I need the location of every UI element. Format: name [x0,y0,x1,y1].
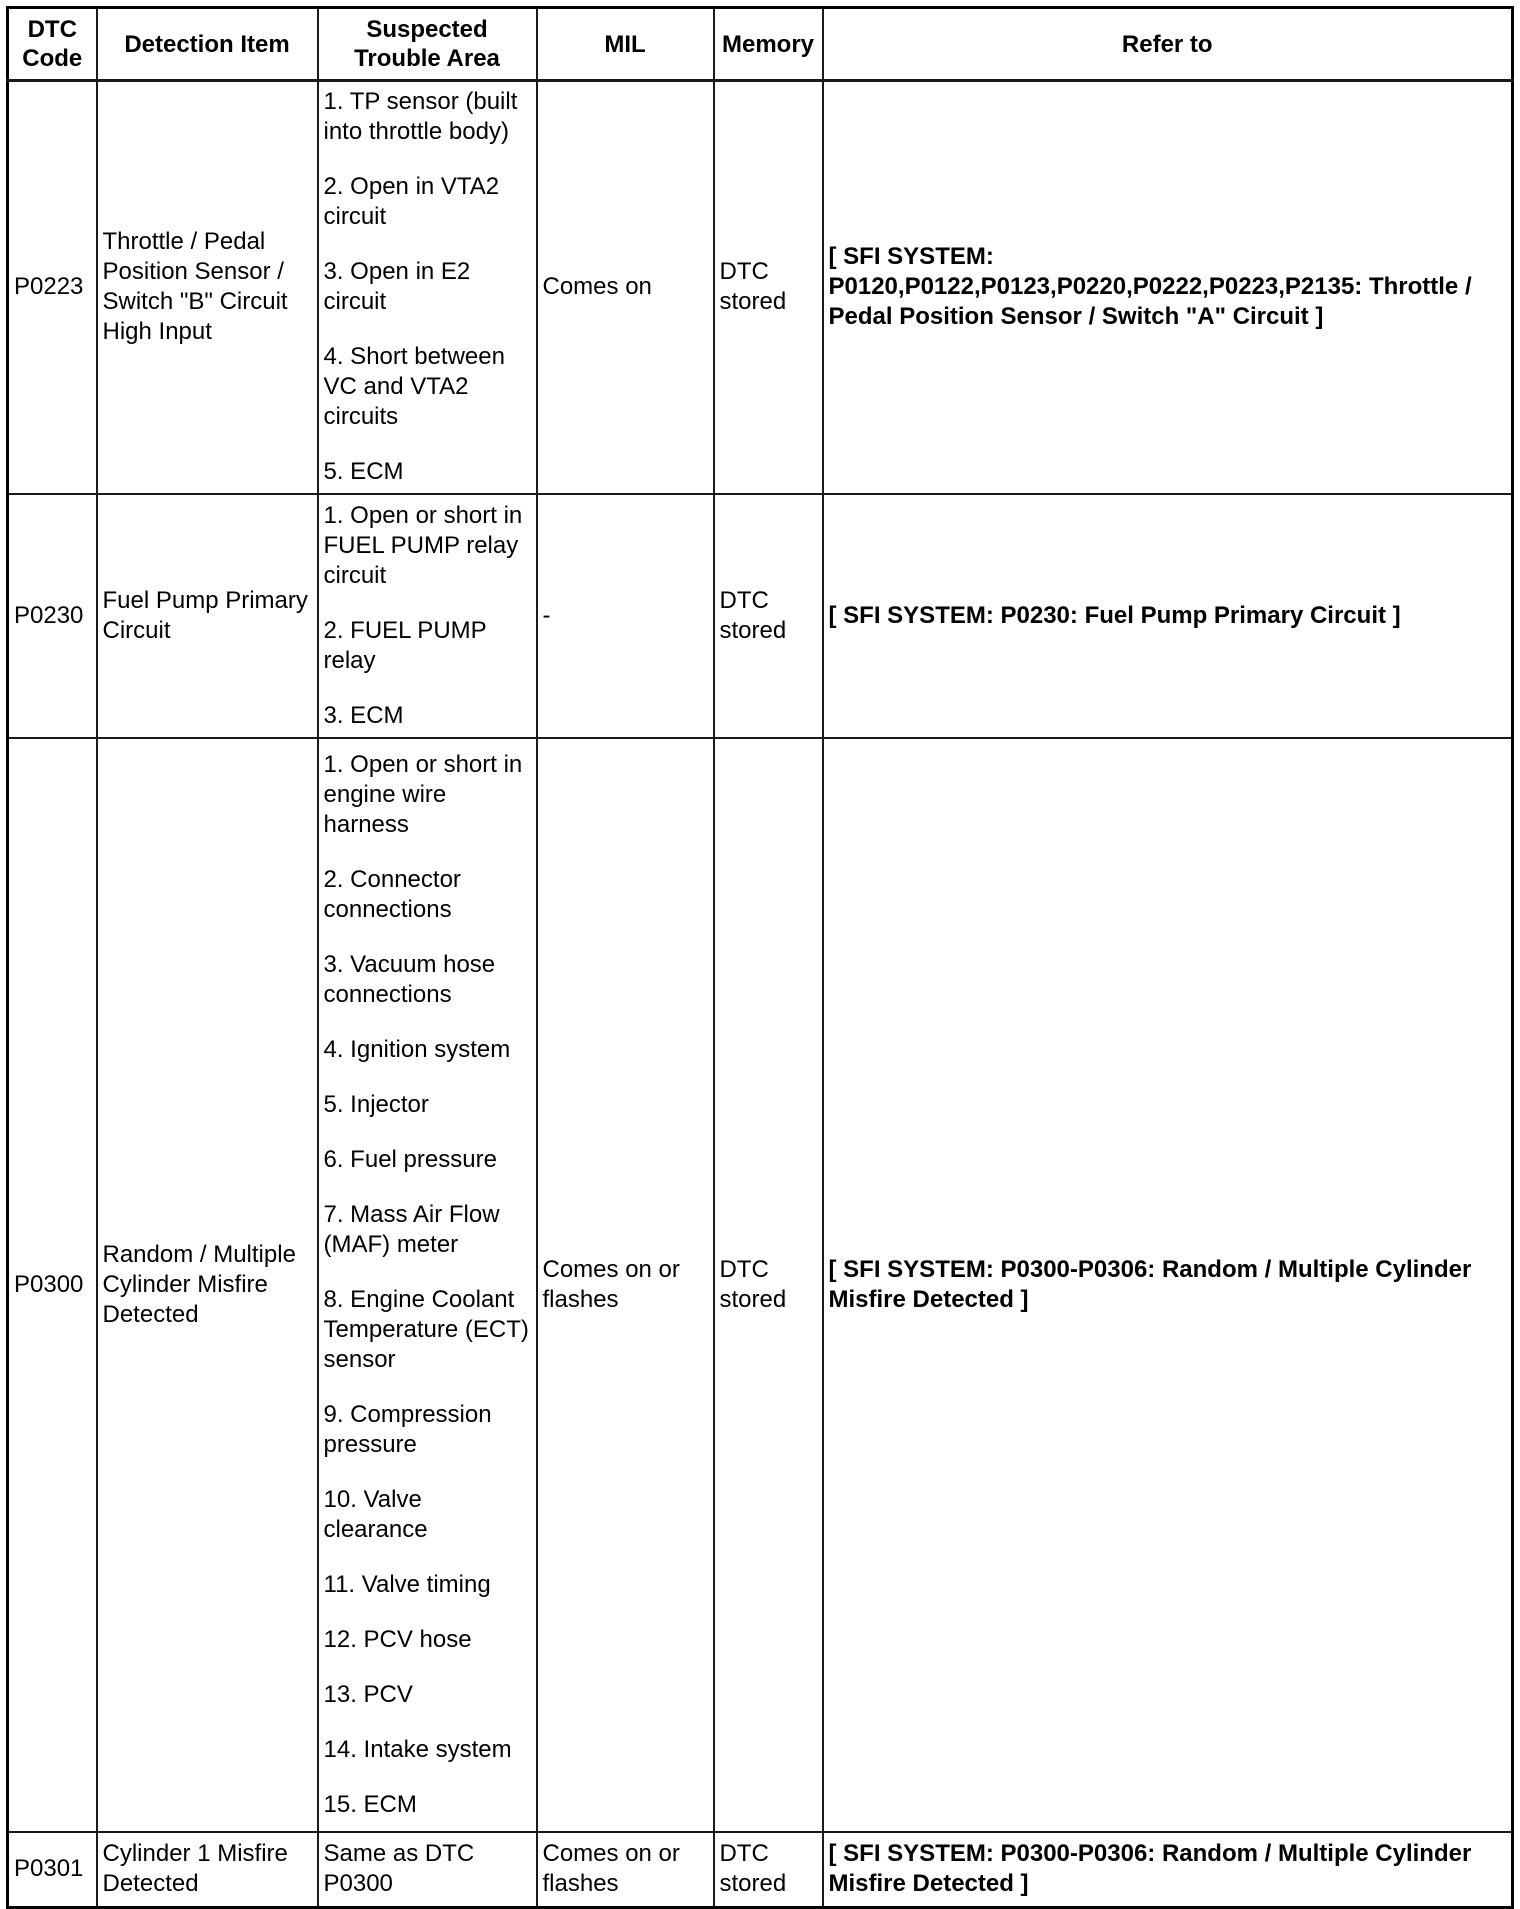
trouble-area-item: 1. TP sensor (built into throttle body) [323,88,518,146]
trouble-area-item: 15. ECM [323,1790,417,1818]
dtc-code-cell: P0230 [8,494,97,738]
trouble-area-item: 3. Vacuum hose connections [323,950,496,1008]
header-row [8,8,1513,81]
trouble-area-item: 2. Open in VTA2 circuit [323,173,500,231]
table-row [8,81,1513,494]
trouble-area-item: 2. Connector connections [323,865,461,923]
memory-cell: DTC stored [714,1832,823,1908]
trouble-area-item: 8. Engine Coolant Temperature (ECT) sensor [323,1285,529,1373]
trouble-area-item: 14. Intake system [323,1735,512,1763]
dtc-code-cell: P0301 [8,1832,97,1908]
trouble-area-item: 5. ECM [323,458,404,486]
trouble-area-item: 2. FUEL PUMP relay [323,616,487,674]
trouble-area-item: Same as DTC P0300 [323,1840,475,1898]
trouble-area-item: 11. Valve timing [323,1570,491,1598]
memory-cell: DTC stored [714,494,823,738]
refer-to-link: [ SFI SYSTEM: P0120,P0122,P0123,P0220,P0222,P0223,P2135: Throttle / Pedal Position Sensor / Switch "A" Circuit ] [823,81,1513,494]
mil-cell: Comes on [537,81,714,494]
table-body [8,81,1513,1908]
memory-cell: DTC stored [714,81,823,494]
detection-item-cell: Random / Multiple Cylinder Misfire Detected [97,738,318,1832]
mil-cell: - [537,494,714,738]
trouble-area-item: 13. PCV [323,1680,413,1708]
refer-to-link: [ SFI SYSTEM: P0300-P0306: Random / Multiple Cylinder Misfire Detected ] [823,738,1513,1832]
dtc-code-cell: P0300 [8,738,97,1832]
mil-cell: Comes on or flashes [537,1832,714,1908]
header-detection-item: Detection Item [97,8,318,81]
trouble-area-item: 4. Ignition system [323,1035,511,1063]
detection-item-cell: Throttle / Pedal Position Sensor / Switch "B" Circuit High Input [97,81,318,494]
header-mil: MIL [537,8,714,81]
refer-to-link: [ SFI SYSTEM: P0230: Fuel Pump Primary Circuit ] [823,494,1513,738]
trouble-area-item: 10. Valve clearance [323,1485,428,1543]
trouble-area-item: 1. Open or short in FUEL PUMP relay circuit [323,501,523,589]
header-suspected-trouble-area: Suspected Trouble Area [318,8,537,81]
trouble-area-cell [318,738,537,1832]
trouble-area-item: 3. ECM [323,701,404,729]
table-header [8,8,1513,81]
table-row [8,738,1513,1832]
trouble-area-cell [318,1832,537,1908]
trouble-area-cell [318,81,537,494]
trouble-area-item: 12. PCV hose [323,1625,472,1653]
refer-to-link: [ SFI SYSTEM: P0300-P0306: Random / Multiple Cylinder Misfire Detected ] [823,1832,1513,1908]
trouble-area-item: 3. Open in E2 circuit [323,258,471,316]
trouble-area-item: 1. Open or short in engine wire harness [323,750,523,838]
detection-item-cell: Cylinder 1 Misfire Detected [97,1832,318,1908]
trouble-area-item: 5. Injector [323,1090,429,1118]
table-row [8,1832,1513,1908]
memory-cell: DTC stored [714,738,823,1832]
dtc-code-cell: P0223 [8,81,97,494]
detection-item-cell: Fuel Pump Primary Circuit [97,494,318,738]
mil-cell: Comes on or flashes [537,738,714,1832]
trouble-area-cell [318,494,537,738]
header-dtc-code: DTC Code [8,8,97,81]
trouble-area-item: 7. Mass Air Flow (MAF) meter [323,1200,500,1258]
header-refer-to: Refer to [823,8,1513,81]
trouble-area-item: 4. Short between VC and VTA2 circuits [323,343,505,431]
trouble-area-item: 6. Fuel pressure [323,1145,497,1173]
trouble-area-item: 9. Compression pressure [323,1400,492,1458]
dtc-table [6,6,1514,1909]
table-row [8,494,1513,738]
header-memory: Memory [714,8,823,81]
